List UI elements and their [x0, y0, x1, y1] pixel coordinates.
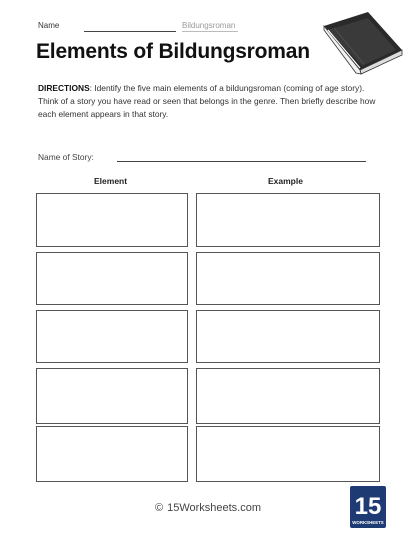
element-box[interactable] [36, 193, 188, 247]
page-title: Elements of Bildungsroman [36, 40, 310, 63]
open-book-icon [320, 10, 406, 76]
worksheets-logo [350, 486, 386, 528]
directions-label: DIRECTIONS [38, 83, 90, 93]
element-box[interactable] [36, 310, 188, 363]
element-box[interactable] [36, 368, 188, 424]
element-box[interactable] [36, 252, 188, 305]
name-label: Name [38, 21, 60, 30]
story-name-line[interactable] [117, 161, 366, 162]
directions-text [38, 82, 378, 122]
example-column-heading: Example [268, 176, 303, 186]
name-line [84, 31, 176, 32]
element-column-heading: Element [94, 176, 128, 186]
site-name: 15Worksheets.com [167, 502, 262, 514]
directions-body: : Identify the five main elements of a bildungsroman (coming of age story). Think of a story you have read or seen that belongs in the genre. Then briefly describe how each element appears in that story. [38, 83, 376, 120]
logo-number: 15 [354, 493, 382, 520]
example-box[interactable] [196, 368, 380, 424]
copyright-symbol: © [154, 502, 164, 514]
topic-line [182, 31, 238, 32]
example-box[interactable] [196, 193, 380, 247]
topic-label: Bildungsroman [182, 21, 236, 30]
story-name-label: Name of Story: [38, 152, 94, 162]
example-box[interactable] [196, 310, 380, 363]
example-box[interactable] [196, 252, 380, 305]
element-box[interactable] [36, 426, 188, 482]
example-box[interactable] [196, 426, 380, 482]
logo-text: WORKSHEETS [352, 520, 384, 525]
